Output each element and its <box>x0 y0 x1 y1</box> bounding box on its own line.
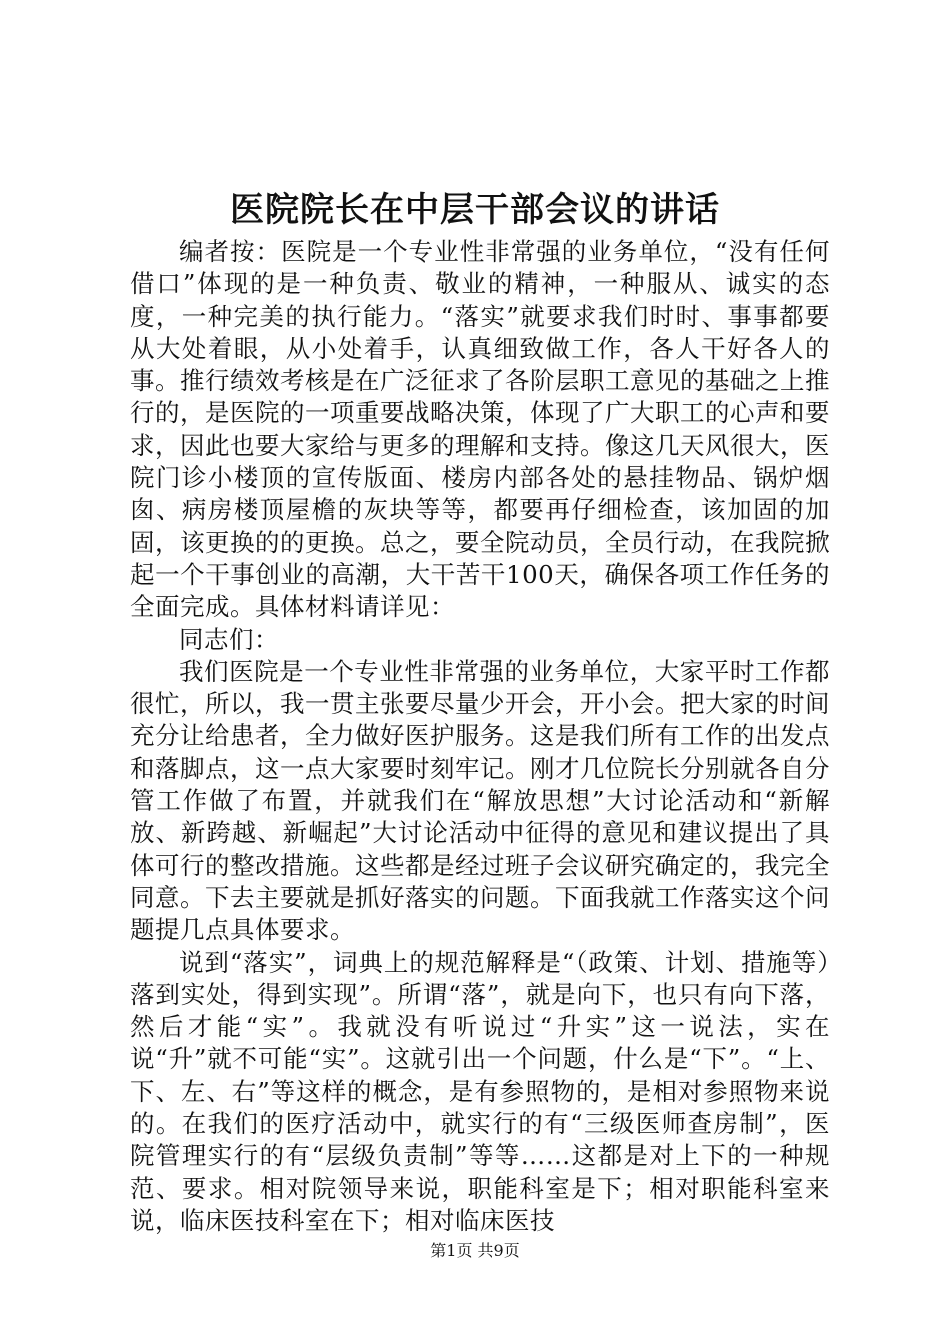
document-body <box>130 236 830 1237</box>
page-footer: 第1页 共9页 <box>430 1241 520 1260</box>
document-title: 医院院长在中层干部会议的讲话 <box>230 190 720 230</box>
paragraph-opening: 我们医院是一个专业性非常强的业务单位，大家平时工作都很忙，所以，我一贯主张要尽量少开会，开小会。把大家的时间充分让给患者，全力做好医护服务。这是我们所有工作的出发点和落脚点，这一点大家要时刻牢记。刚才几位院长分别就各自分管工作做了布置，并就我们在“解放思想”大讨论活动和“新解放、新跨越、新崛起”大讨论活动中征得的意见和建议提出了具体可行的整改措施。这些都是经过班子会议研究确定的，我完全同意。下去主要就是抓好落实的问题。下面我就工作落实这个问题提几点具体要求。 <box>130 656 830 945</box>
paragraph-editor-note: 编者按：医院是一个专业性非常强的业务单位，“没有任何借口”体现的是一种负责、敬业的精神，一种服从、诚实的态度，一种完美的执行能力。“落实”就要求我们时时、事事都要从大处着眼，从小处着手，认真细致做工作，各人干好各人的事。推行绩效考核是在广泛征求了各阶层职工意见的基础之上推行的，是医院的一项重要战略决策，体现了广大职工的心声和要求，因此也要大家给与更多的理解和支持。像这几天风很大，医院门诊小楼顶的宣传版面、楼房内部各处的悬挂物品、锅炉烟囱、病房楼顶屋檐的灰块等等，都要再仔细检查，该加固的加固，该更换的的更换。总之，要全院动员，全员行动，在我院掀起一个干事创业的高潮，大干苦干100天，确保各项工作任务的全面完成。具体材料请详见： <box>130 237 830 622</box>
paragraph-salutation: 同志们： <box>179 624 279 654</box>
paragraph-implementation: 说到“落实”，词典上的规范解释是“（政策、计划、措施等）落到实处，得到实现”。所谓“落”，就是向下，也只有向下落，然后才能“实”。我就没有听说过“升实”这一说法，实在说“升”就不可能“实”。这就引出一个问题，什么是“下”。“上、下、左、右”等这样的概念，是有参照物的，是相对参照物来说的。在我们的医疗活动中，就实行的有“三级医师查房制”，医院管理实行的有“层级负责制”等等……这都是对上下的一种规范、要求。相对院领导来说，职能科室是下；相对职能科室来说，临床医技科室在下；相对临床医技 <box>130 947 830 1235</box>
